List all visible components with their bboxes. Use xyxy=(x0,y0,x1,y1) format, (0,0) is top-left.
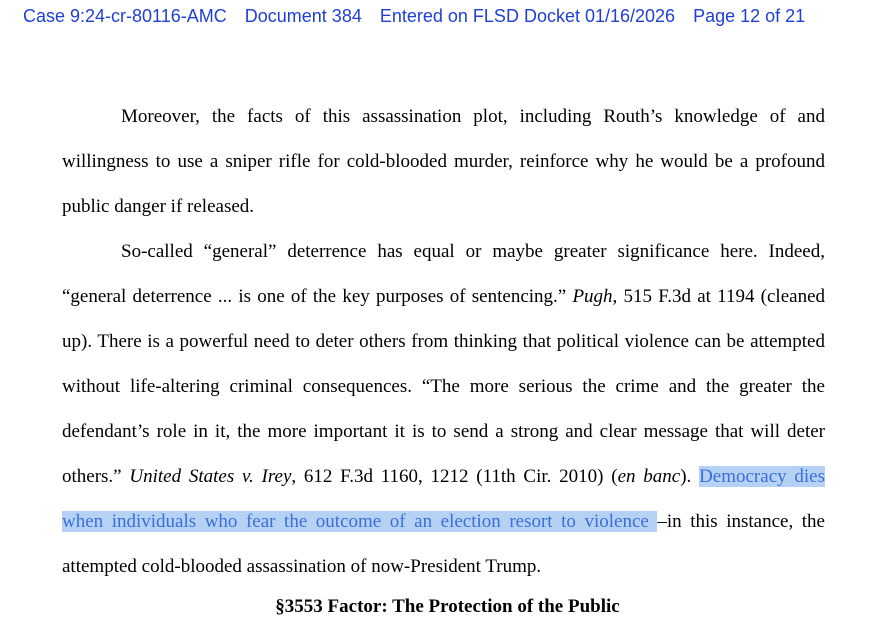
document-number: Document 384 xyxy=(244,6,362,26)
paragraph-deterrence xyxy=(62,229,825,589)
docket-entry: Entered on FLSD Docket 01/16/2026 xyxy=(379,6,676,26)
paragraph-danger: Moreover, the facts of this assassination plot, including Routh’s knowledge of and willingness to use a sniper rifle for cold-blooded murder, reinforce why he would be a profound public danger if released. xyxy=(62,106,825,217)
text-segment: –in this instance, the attempted cold-blooded assassination of now-President Trump. xyxy=(62,511,825,577)
text-segment: , 515 F.3d at 1194 (cleaned up). There is a powerful need to deter others from thinking that political violence can be attempted without life-altering criminal consequences. “The more serious the crime and the greater the defendant’s role in it, the more important it is to send a strong and clear message that will deter others.” xyxy=(62,286,826,487)
highlighted-selection[interactable]: Democracy dies when individuals who fear the outcome of an election resort to violence xyxy=(62,466,825,532)
page-number: Page 12 of 21 xyxy=(693,6,806,26)
case-citation-irey: United States v. Irey xyxy=(129,466,292,487)
case-number: Case 9:24-cr-80116-AMC xyxy=(23,6,227,26)
case-citation-pugh: Pugh xyxy=(572,286,613,307)
docket-header xyxy=(23,6,873,27)
citation-en-banc: en banc xyxy=(617,466,681,487)
section-heading: §3553 Factor: The Protection of the Public xyxy=(275,596,620,617)
text-segment: So-called “general” deterrence has equal or maybe greater significance here. Indeed, “general deterrence ... is one of the key purposes of sentencing.” xyxy=(62,241,825,307)
text-segment: , 612 F.3d 1160, 1212 (11th Cir. 2010) ( xyxy=(291,466,618,487)
text-segment: ). xyxy=(680,466,700,487)
document-body xyxy=(62,94,825,589)
